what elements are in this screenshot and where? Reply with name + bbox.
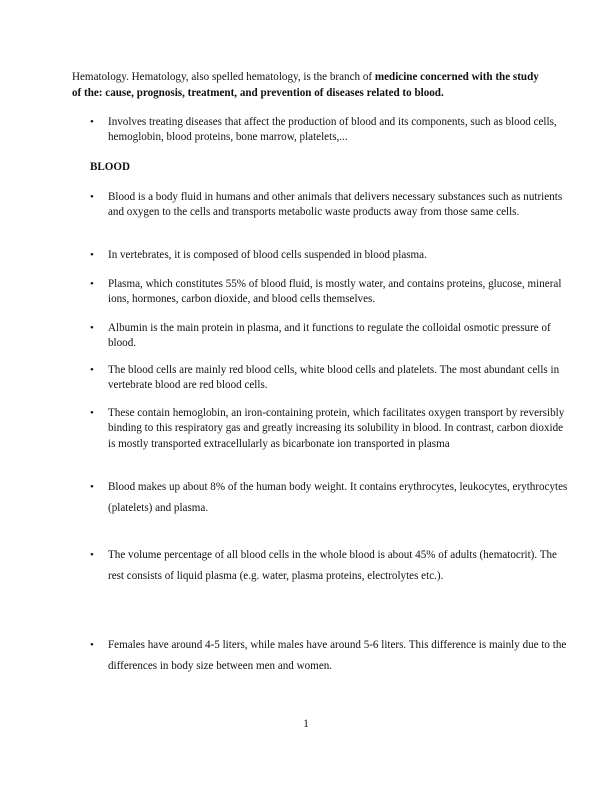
list-item-text: The blood cells are mainly red blood cells, white blood cells and platelets. The most abundant cells in vertebrate blood are red blood cells. — [108, 364, 560, 392]
bullet-icon: • — [90, 549, 94, 561]
list-item-text: In vertebrates, it is composed of blood cells suspended in blood plasma. — [108, 249, 427, 261]
page-number: 1 — [303, 718, 309, 730]
bullet-icon: • — [90, 191, 94, 203]
bullet-icon: • — [90, 364, 94, 376]
intro-bold-text: medicine concerned with the study of the: cause, prognosis, treatment, and prevention of diseases related to blood. — [72, 71, 539, 99]
bullet-icon: • — [90, 639, 94, 651]
list-item-text: The volume percentage of all blood cells in the whole blood is about 45% of adults (hematocrit). The rest consists of liquid plasma (e.g. water, plasma proteins, electrolytes etc.). — [108, 549, 557, 582]
intro-text: Hematology. Hematology, also spelled hematology, is the branch of — [72, 71, 375, 83]
list-item-text: Involves treating diseases that affect the production of blood and its components, such as blood cells, hemoglobin, blood proteins, bone marrow, platelets,... — [108, 116, 557, 144]
list-item-text: Females have around 4-5 liters, while males have around 5-6 liters. This difference is mainly due to the differences in body size between men and women. — [108, 639, 567, 672]
list-item-text: Plasma, which constitutes 55% of blood fluid, is mostly water, and contains proteins, glucose, mineral ions, hormones, carbon dioxide, and blood cells themselves. — [108, 278, 562, 306]
bullet-icon: • — [90, 407, 94, 419]
intro-paragraph — [72, 70, 542, 101]
section-heading: BLOOD — [90, 161, 131, 173]
bullet-icon: • — [90, 116, 94, 128]
bullet-icon: • — [90, 322, 94, 334]
list-item-text: Blood is a body fluid in humans and other animals that delivers necessary substances such as nutrients and oxygen to the cells and transports metabolic waste products away from those same cells. — [108, 191, 563, 219]
list-item-text: Albumin is the main protein in plasma, and it functions to regulate the colloidal osmotic pressure of blood. — [108, 322, 551, 350]
list-item-text: Blood makes up about 8% of the human body weight. It contains erythrocytes, leukocytes, erythrocytes (platelets) and plasma. — [108, 481, 568, 514]
bullet-icon: • — [90, 249, 94, 261]
bullet-icon: • — [90, 481, 94, 493]
list-item-text: These contain hemoglobin, an iron-containing protein, which facilitates oxygen transport by reversibly binding to this respiratory gas and greatly increasing its solubility in blood. In contrast, carbon dioxide is mostly transported extracellularly as bicarbonate ion transported in plasma — [108, 407, 565, 450]
bullet-icon: • — [90, 278, 94, 290]
